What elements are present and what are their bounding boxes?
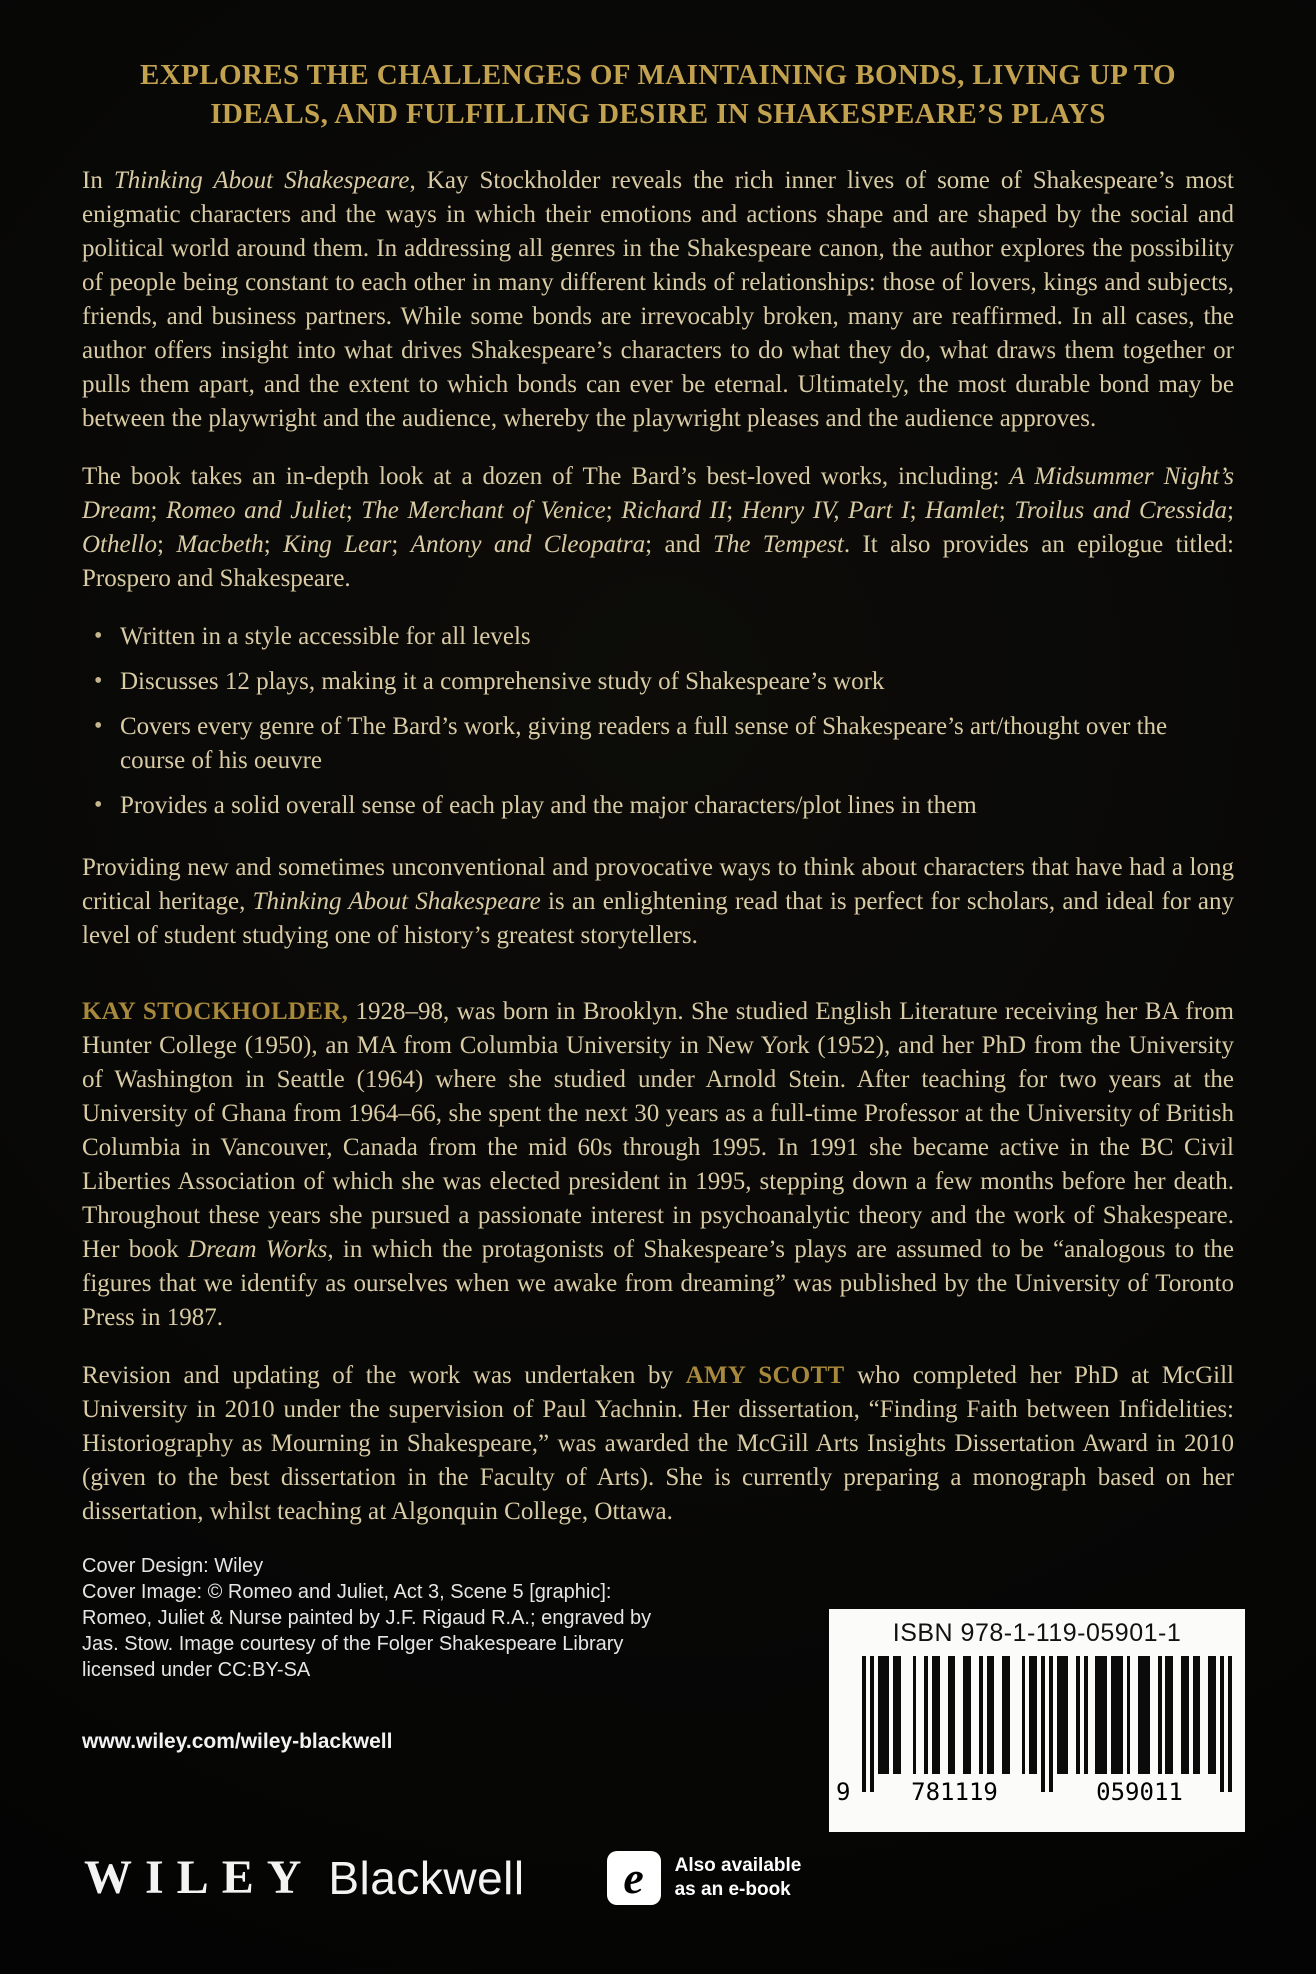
barcode-bar bbox=[1228, 1656, 1232, 1792]
cover-copy bbox=[82, 56, 1234, 1759]
barcode-bar bbox=[1076, 1656, 1080, 1774]
barcode-bar bbox=[979, 1656, 983, 1774]
text-segment: who completed her PhD at McGill University in 2010 under the supervision of Paul Yachnin. Her dissertation, “Finding Faith between Infidelities: Historiography as Mourning in Shakespeare,” was awarded the McGill Arts Insights Dissertation Award in 2010 (given to the best dissertation in the Faculty of Arts). She is currently preparing a monograph based on her dissertation, whilst teaching at Algonquin College, Ottawa. bbox=[82, 1362, 1234, 1525]
author-bio-paragraph bbox=[82, 995, 1234, 1335]
isbn-box bbox=[829, 1609, 1245, 1832]
barcode-bar bbox=[1033, 1656, 1037, 1774]
blackwell-wordmark: Blackwell bbox=[328, 1851, 525, 1904]
ebook-line1: Also available bbox=[674, 1854, 802, 1876]
revision-paragraph bbox=[82, 1359, 1234, 1529]
wiley-wordmark: WILEY bbox=[84, 1851, 315, 1904]
emphasized-name: KAY STOCKHOLDER, bbox=[82, 998, 349, 1025]
work-title: Troilus and Cressida bbox=[1014, 497, 1228, 524]
barcode-bar bbox=[936, 1656, 940, 1774]
credit-line: licensed under CC:BY-SA bbox=[82, 1659, 311, 1681]
bullet-item: • Written in a style accessible for all levels bbox=[92, 620, 1234, 654]
text-segment: , Kay Stockholder reveals the rich inner lives of some of Shakespeare’s most enigmatic characters and the ways in which their emotions and actions shape and are shaped by the social and political world around them. In addressing all genres in the Shakespeare canon, the author explores the possibility of people being constant to each other in many different kinds of relationships: those of lovers, kings and subjects, friends, and business partners. While some bonds are irrevocably broken, many are reaffirmed. In all cases, the author offers insight into what drives Shakespeare’s characters to do what they do, what draws them together or pulls them apart, and the extent to which bonds can ever be eternal. Ultimately, the most durable bond may be between the playwright and the audience, whereby the playwright pleases and the audience approves. bbox=[82, 167, 1235, 432]
bullet-item: • Discusses 12 plays, making it a comprehensive study of Shakespeare’s work bbox=[92, 665, 1234, 699]
barcode-bar bbox=[1185, 1656, 1189, 1774]
text-segment: ; bbox=[391, 531, 411, 558]
work-title: Macbeth bbox=[176, 531, 264, 558]
ebook-icon: e bbox=[607, 1851, 661, 1905]
barcode-bar bbox=[1169, 1656, 1173, 1774]
text-segment: ; bbox=[1227, 497, 1234, 524]
text-segment: ; bbox=[150, 497, 167, 524]
work-title: Antony and Cleopatra bbox=[410, 531, 646, 558]
text-segment: Revision and updating of the work was undertaken by bbox=[82, 1362, 686, 1389]
text-segment: ; bbox=[263, 531, 284, 558]
digit-group-left: 781119 bbox=[911, 1778, 998, 1806]
barcode-bar bbox=[1212, 1656, 1216, 1774]
text-segment: . It also provides an epilogue titled: Prospero and Shakespeare. bbox=[82, 531, 1234, 592]
isbn-label: ISBN 978-1-119-05901-1 bbox=[892, 1619, 1182, 1647]
barcode-bar bbox=[913, 1656, 917, 1774]
bullet-item: • Provides a solid overall sense of each play and the major characters/plot lines in them bbox=[92, 789, 1234, 823]
website-url: www.wiley.com/wiley-blackwell bbox=[82, 1730, 393, 1753]
text-segment: The book takes an in-depth look at a dozen of The Bard’s best-loved works, including: bbox=[82, 463, 1010, 490]
text-segment: , in which the protagonists of Shakespeare’s plays are assumed to be “analogous to the figures that we identify as ourselves when we awake from dreaming” was published by the University of Toronto Press in 1987. bbox=[82, 1236, 1234, 1331]
text-segment: In bbox=[82, 167, 114, 194]
text-segment: ; bbox=[726, 497, 742, 524]
barcode-bar bbox=[951, 1656, 955, 1774]
barcode-bar bbox=[897, 1656, 901, 1774]
work-title: The Merchant of Venice bbox=[361, 497, 606, 524]
cover-credits bbox=[82, 1553, 722, 1683]
barcode-bar bbox=[862, 1656, 866, 1792]
work-title: Henry IV, Part I bbox=[741, 497, 910, 524]
work-title: Romeo and Juliet bbox=[166, 497, 346, 524]
work-title: Richard II bbox=[621, 497, 727, 524]
barcode-bar bbox=[1220, 1656, 1224, 1792]
ebook-text bbox=[675, 1854, 802, 1902]
barcode-bar bbox=[1006, 1656, 1010, 1774]
text-segment: ; bbox=[157, 531, 177, 558]
headline: EXPLORES THE CHALLENGES OF MAINTAINING BONDS, LIVING UP TO IDEALS, AND FULFILLING DESIRE IN SHAKESPEARE’S PLAYS bbox=[140, 59, 1176, 130]
barcode-digits bbox=[836, 1778, 1232, 1806]
barcode-bar bbox=[1049, 1656, 1053, 1792]
text-segment: 1928–98, was born in Brooklyn. She studied English Literature receiving her BA from Hunter College (1950), an MA from Columbia University in New York (1952), and her PhD from the University of Washington in Seattle (1964) where she studied under Arnold Stein. After teaching for two years at the University of Ghana from 1964–66, she spent the next 30 years as a full-time Professor at the University of British Columbia in Vancouver, Canada from the mid 60s through 1995. In 1991 she became active in the BC Civil Liberties Association of which she was elected president in 1995, stepping down a few months before her death. Throughout these years she pursued a passionate interest in psychoanalytic theory and the work of Shakespeare. Her book bbox=[82, 998, 1234, 1263]
barcode bbox=[862, 1656, 1232, 1774]
barcode-bar bbox=[1119, 1656, 1123, 1774]
digit-group-right: 059011 bbox=[1096, 1778, 1183, 1806]
barcode-area bbox=[836, 1656, 1232, 1806]
work-title: Thinking About Shakespeare bbox=[252, 888, 541, 915]
barcode-bar bbox=[1084, 1656, 1088, 1774]
text-segment: Providing new and sometimes unconventional and provocative ways to think about characters that have had a long critical heritage, bbox=[82, 854, 1234, 915]
work-title: Hamlet bbox=[925, 497, 999, 524]
barcode-bar bbox=[1127, 1656, 1131, 1774]
credit-line: Jas. Stow. Image courtesy of the Folger Shakespeare Library bbox=[82, 1633, 624, 1655]
work-title: Othello bbox=[82, 531, 157, 558]
barcode-bar bbox=[1064, 1656, 1068, 1774]
credit-line: Cover Image: © Romeo and Juliet, Act 3, Scene 5 [graphic]: bbox=[82, 1581, 612, 1603]
ebook-line2: as an e-book bbox=[674, 1878, 791, 1900]
work-title: Thinking About Shakespeare bbox=[113, 167, 410, 194]
barcode-bar bbox=[967, 1656, 971, 1774]
barcode-bar bbox=[1041, 1656, 1045, 1792]
barcode-bar bbox=[990, 1656, 994, 1774]
intro-paragraph bbox=[82, 164, 1234, 436]
credit-line: Cover Design: Wiley bbox=[82, 1555, 264, 1577]
work-title: Dream Works bbox=[188, 1236, 328, 1263]
work-title: A Midsummer Night’s Dream bbox=[82, 463, 1235, 524]
work-title: King Lear bbox=[283, 531, 392, 558]
text-segment: ; bbox=[909, 497, 926, 524]
barcode-bar bbox=[924, 1656, 928, 1774]
text-segment: ; bbox=[998, 497, 1015, 524]
barcode-bar bbox=[1022, 1656, 1026, 1774]
barcode-bar bbox=[1197, 1656, 1201, 1774]
text-segment: is an enlightening read that is perfect for scholars, and ideal for any level of student studying one of history’s greatest storytellers. bbox=[82, 888, 1235, 949]
closing-paragraph bbox=[82, 851, 1234, 953]
barcode-bar bbox=[1146, 1656, 1150, 1774]
text-segment: ; bbox=[345, 497, 362, 524]
bullet-list bbox=[82, 620, 1234, 823]
bullet-item: • Covers every genre of The Bard’s work, giving readers a full sense of Shakespeare’s art/thought over the course of his oeuvre bbox=[92, 710, 1234, 778]
publisher-row bbox=[84, 1850, 801, 1905]
text-segment: ; and bbox=[645, 531, 713, 558]
barcode-bar bbox=[885, 1656, 889, 1774]
barcode-bar bbox=[1158, 1656, 1162, 1774]
barcode-bar bbox=[870, 1656, 874, 1792]
work-title: The Tempest bbox=[712, 531, 844, 558]
barcode-bar bbox=[1103, 1656, 1107, 1774]
digit-group-first: 9 bbox=[836, 1778, 851, 1806]
credit-line: Romeo, Juliet & Nurse painted by J.F. Rigaud R.A.; engraved by bbox=[82, 1607, 652, 1629]
emphasized-name: AMY SCOTT bbox=[685, 1362, 845, 1389]
text-segment: ; bbox=[605, 497, 622, 524]
ebook-availability bbox=[607, 1851, 802, 1905]
works-paragraph bbox=[82, 460, 1234, 596]
